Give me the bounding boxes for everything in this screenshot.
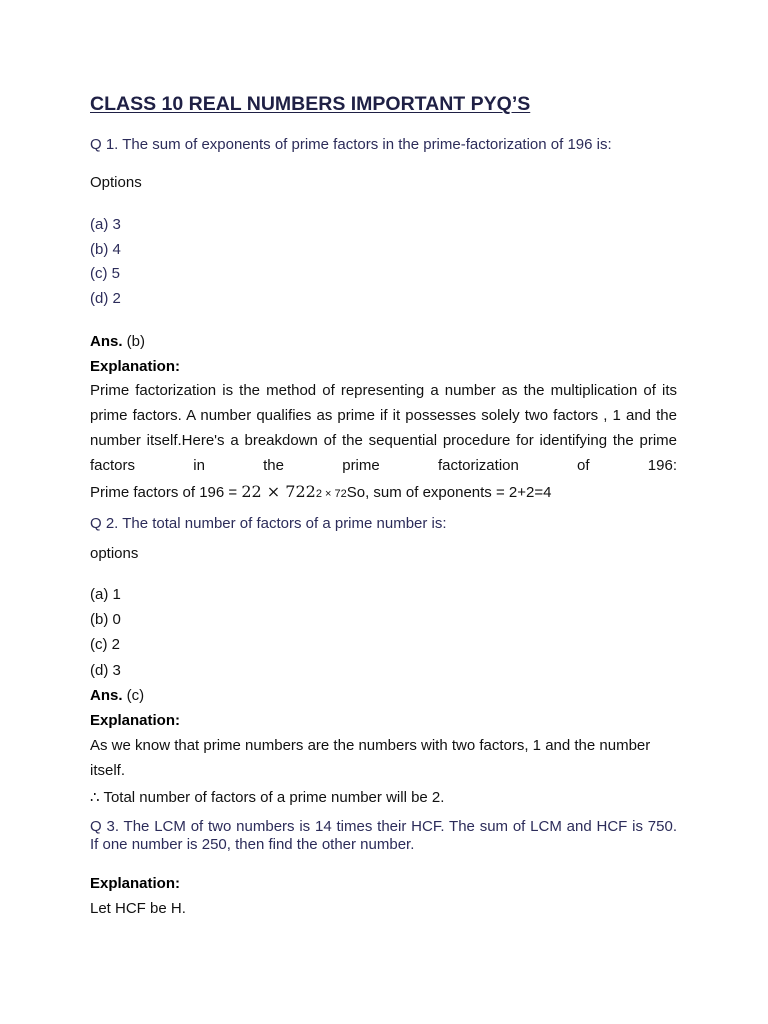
prime-factors-line — [90, 482, 551, 501]
prime-math-sub: 2 — [340, 488, 347, 500]
explanation-1: Prime factorization is the method of representing a number as the multiplication of its prime factors. A number qualifies as prime if it possesses solely two factors , 1 and the number itself.Here's a breakdown of the sequential procedure for identifying the prime factors in the prime factorization of 196: — [90, 382, 677, 474]
option-1b: (b) 4 — [90, 241, 121, 258]
options-label-1: Options — [90, 174, 142, 191]
conclusion-2: ∴ Total number of factors of a prime number will be 2. — [90, 789, 445, 806]
option-2b: (b) 0 — [90, 611, 121, 628]
explanation-3: Let HCF be H. — [90, 900, 186, 917]
explanation-label-2: Explanation: — [90, 712, 181, 729]
option-2c: (c) 2 — [90, 636, 120, 653]
option-2a: (a) 1 — [90, 586, 121, 603]
option-1d: (d) 2 — [90, 290, 121, 307]
option-1a: (a) 3 — [90, 216, 121, 233]
question-3: Q 3. The LCM of two numbers is 14 times their HCF. The sum of LCM and HCF is 750. If one number is 250, then find the other number. — [90, 818, 677, 853]
option-2d: (d) 3 — [90, 662, 121, 679]
answer-label: Ans. — [90, 687, 123, 704]
answer-2 — [90, 687, 144, 704]
prime-math: 22 × 722 — [241, 482, 316, 501]
explanation-label-3: Explanation: — [90, 875, 181, 892]
page-title: CLASS 10 REAL NUMBERS IMPORTANT PYQ’S — [90, 93, 531, 115]
question-1: Q 1. The sum of exponents of prime factors in the prime-factorization of 196 is: — [90, 136, 612, 153]
prime-line-suffix: So, sum of exponents = 2+2=4 — [346, 484, 552, 501]
question-2: Q 2. The total number of factors of a prime number is: — [90, 515, 447, 532]
option-1c: (c) 5 — [90, 265, 120, 282]
prime-line-prefix: Prime factors of 196 = — [90, 484, 242, 501]
prime-math-small: 2 × 7 — [315, 488, 341, 500]
answer-1 — [90, 333, 145, 350]
answer-label: Ans. — [90, 333, 123, 350]
answer-value: (b) — [122, 333, 146, 350]
options-label-2: options — [90, 545, 139, 562]
explanation-2: As we know that prime numbers are the numbers with two factors, 1 and the number itself. — [90, 737, 651, 779]
answer-value: (c) — [122, 687, 145, 704]
explanation-label-1: Explanation: — [90, 358, 181, 375]
